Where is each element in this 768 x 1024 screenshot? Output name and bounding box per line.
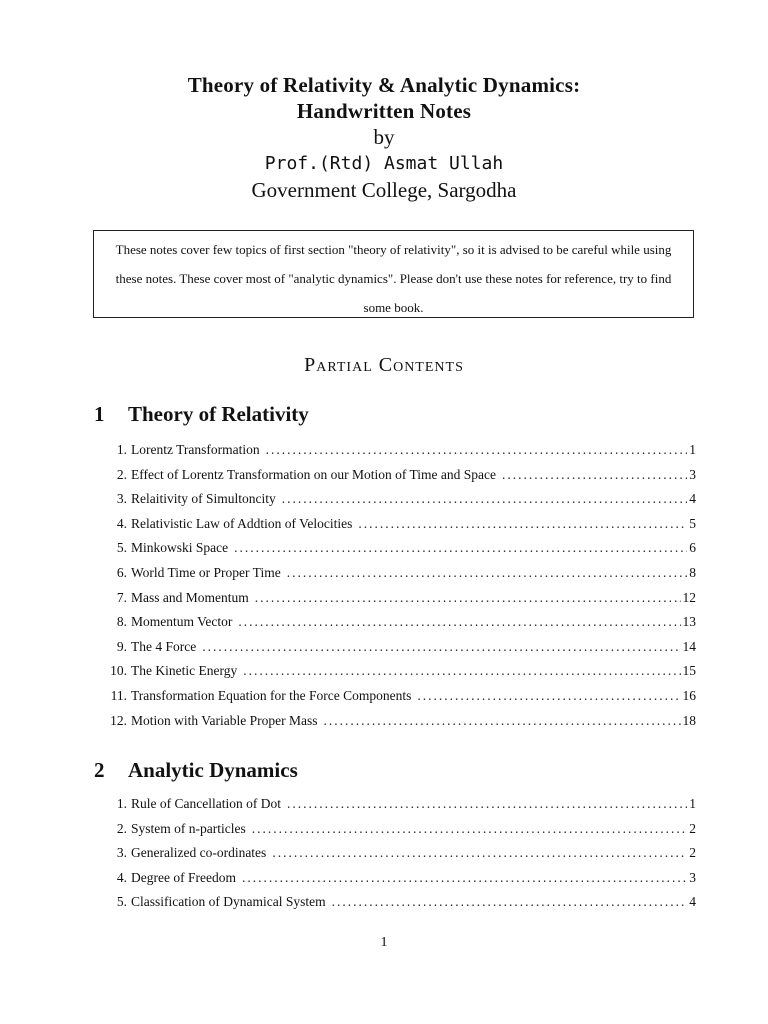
toc-entry-page: 13 <box>682 614 696 630</box>
toc-entry-page: 8 <box>689 564 696 580</box>
toc-entry-page: 15 <box>682 663 696 679</box>
author-name: Prof.(Rtd) Asmat Ullah <box>264 153 504 174</box>
toc-entry-page: 14 <box>682 638 696 654</box>
toc-leader-dots <box>287 565 688 581</box>
toc-entry-number: 8. <box>116 614 127 630</box>
institution-name: Government College, Sargodha <box>251 178 517 202</box>
toc-entry[interactable] <box>100 796 696 821</box>
toc-entry-page: 5 <box>689 515 696 531</box>
toc-leader-dots <box>323 713 680 729</box>
toc-leader-dots <box>255 590 681 606</box>
document-title-line1: Theory of Relativity & Analytic Dynamics: <box>187 73 581 97</box>
toc-leader-dots <box>252 821 688 837</box>
toc-entry-title: Motion with Variable Proper Mass <box>131 712 318 728</box>
toc-entry[interactable] <box>100 870 696 895</box>
toc-entry-title: Relaitivity of Simultoncity <box>131 491 276 507</box>
toc-entry[interactable] <box>100 639 696 664</box>
notice-box <box>93 230 694 318</box>
by-line: by <box>373 125 395 149</box>
toc-entry[interactable] <box>100 688 696 713</box>
toc-entry[interactable] <box>100 491 696 516</box>
toc-entry-number: 3. <box>116 845 127 861</box>
toc-entry-title: Classification of Dynamical System <box>131 894 326 910</box>
section-number: 1 <box>94 402 105 426</box>
toc-entry-number: 5. <box>116 894 127 910</box>
toc-leader-dots <box>266 442 688 458</box>
toc-entry[interactable] <box>100 540 696 565</box>
toc-entry-title: The Kinetic Energy <box>131 663 238 679</box>
toc-entry-number: 12. <box>110 712 127 728</box>
contents-heading: Partial Contents <box>304 354 464 376</box>
toc-entry-title: Lorentz Transformation <box>131 442 260 457</box>
toc-entry[interactable] <box>100 590 696 615</box>
toc-entry-page: 1 <box>689 796 696 811</box>
toc-leader-dots <box>417 688 680 704</box>
toc-entry-number: 4. <box>116 515 127 531</box>
toc-entry-page: 3 <box>689 869 696 885</box>
page-number: 1 <box>380 935 388 950</box>
toc-entry-number: 7. <box>116 589 127 605</box>
toc-entry-number: 6. <box>116 564 127 580</box>
toc-entry-title: The 4 Force <box>131 638 197 654</box>
section-title: Theory of Relativity <box>128 402 309 426</box>
section-title: Analytic Dynamics <box>128 758 298 782</box>
toc-list-section-1 <box>100 442 696 737</box>
toc-entry-title: Relativistic Law of Addtion of Velocities <box>131 515 353 531</box>
toc-entry-title: Rule of Cancellation of Dot <box>131 796 281 811</box>
toc-entry-page: 6 <box>689 540 696 556</box>
toc-leader-dots <box>238 614 680 630</box>
toc-entry-page: 2 <box>689 820 696 836</box>
toc-entry[interactable] <box>100 442 696 467</box>
toc-entry-title: Generalized co-ordinates <box>131 845 267 861</box>
toc-entry[interactable] <box>100 713 696 738</box>
toc-entry-number: 2. <box>116 820 127 836</box>
toc-entry-page: 4 <box>689 894 696 910</box>
toc-leader-dots <box>358 516 687 532</box>
toc-leader-dots <box>502 467 687 483</box>
section-number: 2 <box>94 758 105 782</box>
toc-entry[interactable] <box>100 845 696 870</box>
title-block <box>0 72 768 203</box>
toc-entry-title: Mass and Momentum <box>131 589 249 605</box>
toc-leader-dots <box>272 845 687 861</box>
document-title-line2: Handwritten Notes <box>296 99 472 123</box>
toc-leader-dots <box>282 491 688 507</box>
toc-entry-page: 2 <box>689 845 696 861</box>
toc-leader-dots <box>234 540 687 556</box>
toc-entry-title: Degree of Freedom <box>131 869 236 885</box>
toc-entry[interactable] <box>100 614 696 639</box>
toc-entry-number: 3. <box>116 491 127 507</box>
toc-entry-number: 1. <box>116 796 127 811</box>
toc-entry-page: 12 <box>682 589 696 605</box>
toc-leader-dots <box>243 663 680 679</box>
toc-leader-dots <box>202 639 680 655</box>
toc-entry-number: 5. <box>116 540 127 556</box>
toc-entry-title: World Time or Proper Time <box>131 564 281 580</box>
toc-entry-title: Minkowski Space <box>131 540 229 556</box>
toc-leader-dots <box>332 894 688 910</box>
section-heading <box>94 758 298 783</box>
toc-entry-page: 18 <box>682 712 696 728</box>
toc-entry-number: 4. <box>116 869 127 885</box>
toc-entry[interactable] <box>100 516 696 541</box>
toc-entry-page: 3 <box>689 466 696 482</box>
toc-entry[interactable] <box>100 565 696 590</box>
toc-entry[interactable] <box>100 894 696 919</box>
toc-leader-dots <box>287 796 687 812</box>
toc-entry-title: System of n-particles <box>131 820 246 836</box>
toc-entry[interactable] <box>100 467 696 492</box>
toc-leader-dots <box>242 870 687 886</box>
toc-entry-number: 9. <box>116 638 127 654</box>
toc-entry-title: Effect of Lorentz Transformation on our Motion of Time and Space <box>131 466 496 482</box>
toc-entry[interactable] <box>100 663 696 688</box>
toc-entry-number: 2. <box>116 466 127 482</box>
toc-list-section-2 <box>100 796 696 919</box>
toc-entry-number: 1. <box>116 442 127 457</box>
toc-entry-number: 11. <box>110 687 127 703</box>
toc-entry-page: 16 <box>682 687 696 703</box>
toc-entry-page: 1 <box>689 442 696 457</box>
toc-entry-number: 10. <box>110 663 127 679</box>
notice-text: These notes cover few topics of first section "theory of relativity", so it is advised to be careful while using these notes. These cover most of "analytic dynamics". Please don't use these notes for reference, try to find some book. <box>115 242 672 315</box>
toc-entry-title: Transformation Equation for the Force Components <box>131 687 412 703</box>
toc-entry[interactable] <box>100 821 696 846</box>
section-heading <box>94 402 309 427</box>
toc-entry-page: 4 <box>689 491 696 507</box>
toc-entry-title: Momentum Vector <box>131 614 233 630</box>
